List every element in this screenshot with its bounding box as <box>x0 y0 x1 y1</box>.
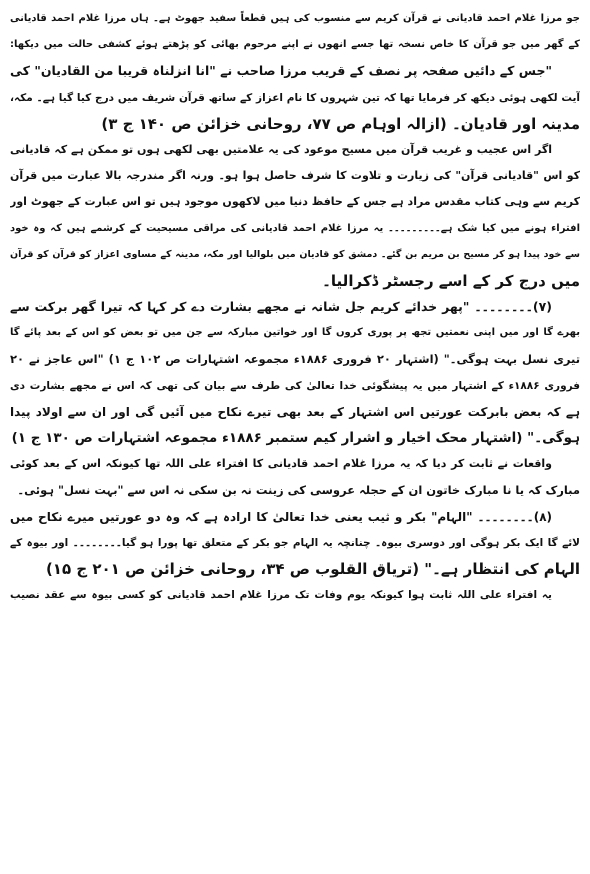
text-line: مبارک کہ یا نا مبارک خاتون ان کے حجلہ عروسی کی زینت نہ بن سکی نہ اس سے "بہت نسل" ہوئی۔ <box>17 483 580 498</box>
text-line: سے خود پیدا ہو کر مسیح بن مریم بن گئے۔ دمشق کو قادیان میں بلوالیا اور مکہ، مدینہ کے مساوی اعزاز کو قرآن کو قرآن <box>10 248 580 260</box>
quote-line: ہے کہ بعض بابرکت عورتیں اس اشتہار کے بعد بھی تیرے نکاح میں آئیں گی اور ان سے اولاد پیدا <box>10 404 580 419</box>
section-7-heading-line: (۷)۔۔۔۔۔۔۔۔ "پھر خدائے کریم جل شانہ نے مجھے بشارت دے کر کہا کہ تیرا گھر برکت سے <box>10 299 552 315</box>
text-line: اگر اس عجیب و غریب قرآن میں مسیح موعود کی یہ علامتیں بھی لکھی ہوں تو ممکن ہے کہ قادیانی <box>10 142 552 156</box>
text-line: جو مرزا غلام احمد قادیانی نے قرآن کریم سے منسوب کی ہیں قطعاً سفید جھوٹ ہے۔ ہاں مرزا غلام احمد قادیانی <box>10 13 580 24</box>
quote-line: آیت لکھی ہوئی دیکھ کر فرمایا تھا کہ تین شہروں کا نام اعزاز کے ساتھ قرآن شریف میں درج کیا گیا ہے۔ مکہ، <box>10 91 580 104</box>
quote-line: "جس کے دائیں صفحہ پر نصف کے قریب مرزا صاحب نے "انا انزلناہ قریبا من القادیان" کی <box>10 63 552 79</box>
quote-line: تیری نسل بہت ہوگی۔" (اشتہار ۲۰ فروری ۱۸۸۶ء مجموعہ اشتہارات ص ۱۰۲ ج ۱) "اس عاجز نے ۲۰ <box>10 352 580 367</box>
urdu-text-body <box>10 6 580 608</box>
citation-line: الہام کی انتظار ہے۔" (تریاق القلوب ص ۳۴، روحانی خزائن ص ۲۰۱ ج ۱۵) <box>45 559 580 578</box>
citation-line: ہوگی۔" (اشتہار محک اخیار و اشرار کیم ستمبر ۱۸۸۶ء مجموعہ اشتہارات ص ۱۳۰ ج ۱) <box>11 430 580 446</box>
quote-line: بھرے گا اور میں اپنی نعمتیں تجھ پر پوری کروں گا اور خواتین مبارکہ سے جن میں تو بعض کو اس کے بعد پائے گا <box>10 327 580 339</box>
text-line: میں درج کر کے اسے رجسٹر ڈکرالیا۔ <box>322 271 580 290</box>
quote-line: لائے گا ایک بکر ہوگی اور دوسری بیوہ۔ چنانچہ یہ الہام جو بکر کے متعلق تھا پورا ہو گیا۔۔۔۔۔۔۔۔ اور بیوہ کے <box>10 536 580 549</box>
citation-line: مدینہ اور قادیان۔ (ازالہ اوہام ص ۷۷، روحانی خزائن ص ۱۴۰ ج ۳) <box>101 114 580 133</box>
section-8-heading-line: (۸)۔۔۔۔۔۔۔۔ "الہام" بکر و ثیب یعنی خدا تعالیٰ کا ارادہ ہے کہ وہ دو عورتیں میرے نکاح میں <box>10 509 552 524</box>
text-line: افتراء ہونے میں کیا شک ہے۔۔۔۔۔۔۔۔۔ یہ مرزا غلام احمد قادیانی کی مراقی مسیحیت کے کرشمے ہیں کہ وہ خود <box>10 222 580 234</box>
text-line: واقعات نے ثابت کر دیا کہ یہ مرزا غلام احمد قادیانی کا افتراء علی اللہ تھا کیونکہ اس کے بعد کوئی <box>10 457 552 471</box>
text-line: کے گھر میں جو قرآن کا خاص نسخہ تھا جسے انھوں نے اپنے مرحوم بھائی کو پڑھتے ہوئے کشفی حالت میں دیکھا: <box>10 39 580 51</box>
text-line: کریم سے وہی کتاب مقدس مراد ہے جس کے حافظ دنیا میں لاکھوں موجود ہیں تو اس عبارت کے جھوٹ اور <box>10 195 580 209</box>
text-line: یہ افتراء علی اللہ ثابت ہوا کیونکہ یوم وفات تک مرزا غلام احمد قادیانی کو کسی بیوہ سے عقد نصیب <box>10 589 552 602</box>
text-line: کو اس "قادیانی قرآن" کی زیارت و تلاوت کا شرف حاصل ہوا ہو۔ ورنہ اگر مندرجہ بالا عبارت میں قرآن <box>10 169 580 183</box>
quote-line: فروری ۱۸۸۶ء کے اشتہار میں یہ پیشگوئی خدا تعالیٰ کی طرف سے بیان کی تھی کہ اس نے مجھے بشارت دی <box>10 379 580 392</box>
